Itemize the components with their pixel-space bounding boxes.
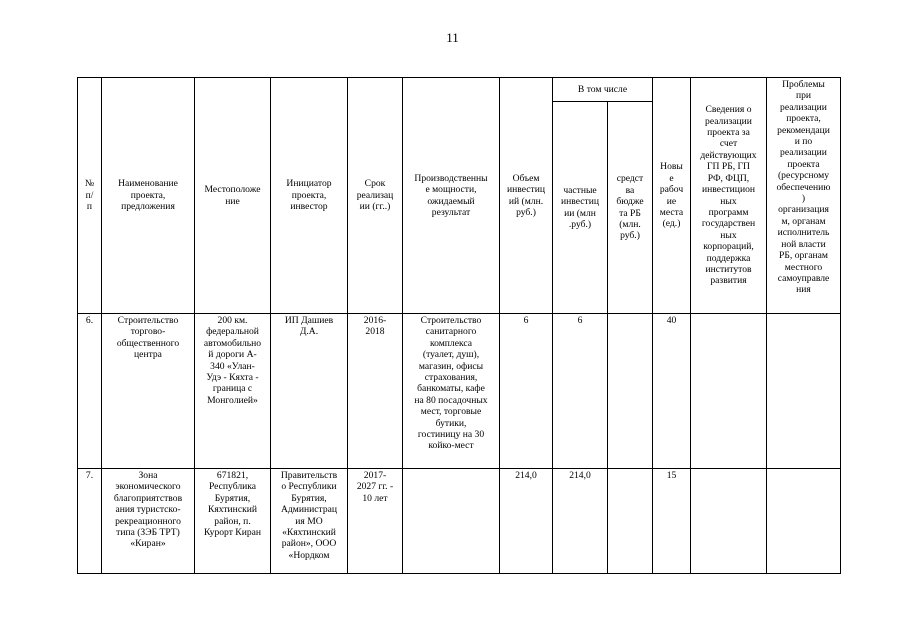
projects-table [77,77,841,574]
cell-num: 7. [78,469,102,574]
header-location: Местоположе ние [195,78,271,314]
header-name: Наименование проекта, предложения [102,78,195,314]
cell-jobs: 15 [653,469,691,574]
cell-private: 6 [553,314,608,469]
cell-volume: 214,0 [500,469,553,574]
cell-info [691,469,767,574]
header-private: частные инвестиц ии (млн .руб.) [553,102,608,314]
cell-capacity [403,469,500,574]
cell-name: Зона экономического благоприятствов ания туристско- рекреационного типа (ЗЭБ ТРТ) «Киран» [102,469,195,574]
cell-problems [767,314,841,469]
header-jobs: Новы е рабоч ие места (ед.) [653,78,691,314]
cell-num: 6. [78,314,102,469]
cell-initiator: ИП Дашиев Д.А. [271,314,348,469]
cell-name: Строительство торгово- общественного центра [102,314,195,469]
cell-private: 214,0 [553,469,608,574]
header-row-1 [78,78,841,102]
cell-capacity: Строительство санитарного комплекса (туалет, душ), магазин, офисы страхования, банкоматы, кафе на 80 посадочных мест, торговые бутики, гостиницу на 30 койко-мест [403,314,500,469]
page-number: 11 [446,30,459,45]
header-initiator: Инициатор проекта, инвестор [271,78,348,314]
cell-location: 671821, Республика Бурятия, Кяхтинский район, п. Курорт Киран [195,469,271,574]
header-period: Срок реализац ии (гг..) [348,78,403,314]
cell-volume: 6 [500,314,553,469]
cell-period: 2017- 2027 гг. - 10 лет [348,469,403,574]
header-including: В том числе [553,78,653,102]
header-problems: Проблемы при реализации проекта, рекомендаци и по реализации проекта (ресурсному обеспечению ) организация м, органам исполнитель ной власти РБ, органам местного самоуправле ния [767,78,841,314]
cell-location: 200 км. федеральной автомобильно й дороги А- 340 «Улан- Удэ - Кяхта - граница с Монголией» [195,314,271,469]
header-budget: средст ва бюдже та РБ (млн. руб.) [608,102,653,314]
cell-budget [608,314,653,469]
cell-jobs: 40 [653,314,691,469]
cell-info [691,314,767,469]
header-num: № п/ п [78,78,102,314]
cell-problems [767,469,841,574]
cell-budget [608,469,653,574]
table-row [78,469,841,574]
header-volume: Объем инвестиц ий (млн. руб.) [500,78,553,314]
header-info: Сведения о реализации проекта за счет действующих ГП РБ, ГП РФ, ФЦП, инвестицион ных программ государствен ных корпораций, поддержка институтов развития [691,78,767,314]
cell-period: 2016- 2018 [348,314,403,469]
cell-initiator: Правительств о Республики Бурятия, Администрац ия МО «Кяхтинский район», ООО «Нордком [271,469,348,574]
table-row [78,314,841,469]
header-capacity: Производственны е мощности, ожидаемый результат [403,78,500,314]
